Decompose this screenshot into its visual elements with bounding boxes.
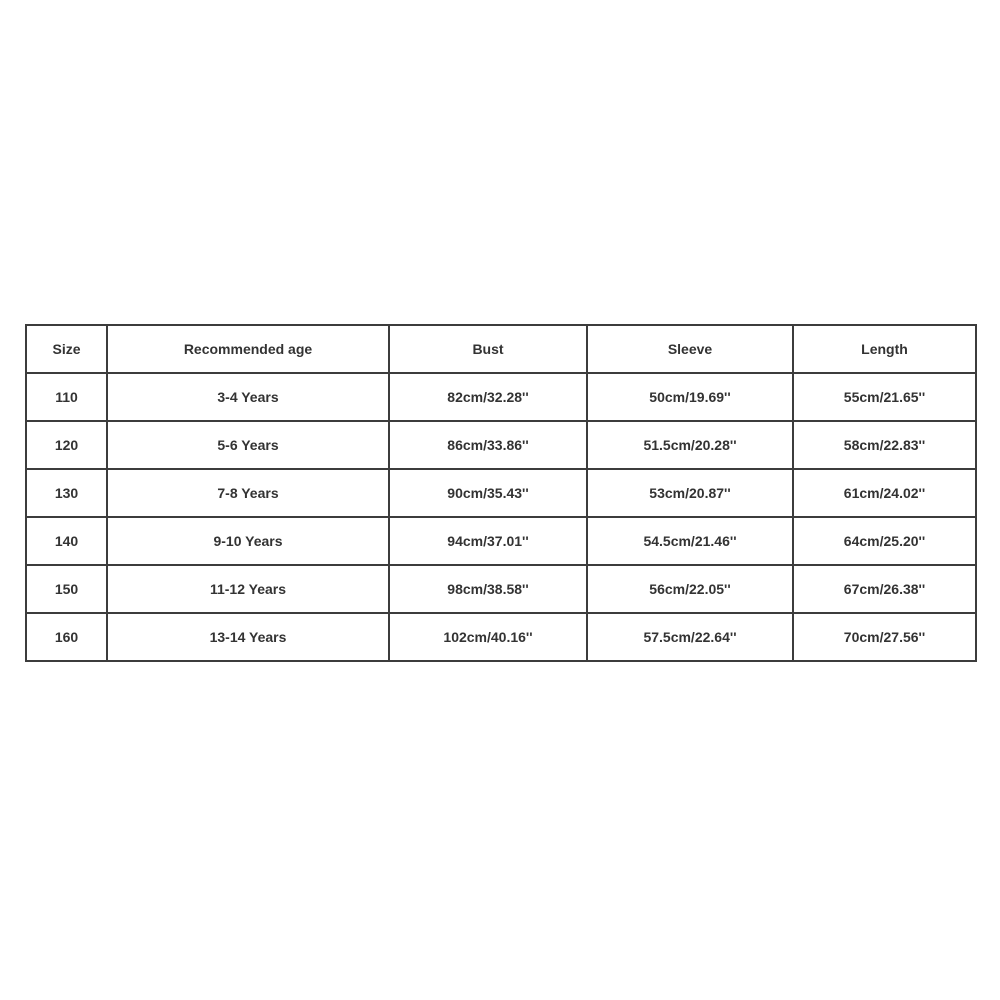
table-row bbox=[26, 517, 976, 565]
table-row bbox=[26, 469, 976, 517]
cell-sleeve: 50cm/19.69'' bbox=[587, 373, 793, 421]
cell-bust: 86cm/33.86'' bbox=[389, 421, 587, 469]
cell-recommended-age: 9-10 Years bbox=[107, 517, 389, 565]
cell-length: 70cm/27.56'' bbox=[793, 613, 976, 661]
cell-bust: 82cm/32.28'' bbox=[389, 373, 587, 421]
header-bust: Bust bbox=[389, 325, 587, 373]
cell-bust: 98cm/38.58'' bbox=[389, 565, 587, 613]
cell-sleeve: 57.5cm/22.64'' bbox=[587, 613, 793, 661]
table-row bbox=[26, 373, 976, 421]
cell-sleeve: 54.5cm/21.46'' bbox=[587, 517, 793, 565]
cell-length: 58cm/22.83'' bbox=[793, 421, 976, 469]
cell-length: 67cm/26.38'' bbox=[793, 565, 976, 613]
cell-size: 110 bbox=[26, 373, 107, 421]
cell-sleeve: 53cm/20.87'' bbox=[587, 469, 793, 517]
table-row bbox=[26, 421, 976, 469]
cell-recommended-age: 5-6 Years bbox=[107, 421, 389, 469]
cell-size: 120 bbox=[26, 421, 107, 469]
table-row bbox=[26, 565, 976, 613]
cell-length: 55cm/21.65'' bbox=[793, 373, 976, 421]
header-sleeve: Sleeve bbox=[587, 325, 793, 373]
cell-size: 160 bbox=[26, 613, 107, 661]
cell-size: 150 bbox=[26, 565, 107, 613]
cell-recommended-age: 13-14 Years bbox=[107, 613, 389, 661]
cell-size: 140 bbox=[26, 517, 107, 565]
cell-bust: 94cm/37.01'' bbox=[389, 517, 587, 565]
header-size: Size bbox=[26, 325, 107, 373]
cell-recommended-age: 11-12 Years bbox=[107, 565, 389, 613]
cell-bust: 102cm/40.16'' bbox=[389, 613, 587, 661]
table-header-row bbox=[26, 325, 976, 373]
header-recommended-age: Recommended age bbox=[107, 325, 389, 373]
size-chart-table bbox=[25, 324, 977, 662]
header-length: Length bbox=[793, 325, 976, 373]
cell-recommended-age: 3-4 Years bbox=[107, 373, 389, 421]
cell-length: 64cm/25.20'' bbox=[793, 517, 976, 565]
cell-sleeve: 56cm/22.05'' bbox=[587, 565, 793, 613]
cell-length: 61cm/24.02'' bbox=[793, 469, 976, 517]
cell-recommended-age: 7-8 Years bbox=[107, 469, 389, 517]
cell-size: 130 bbox=[26, 469, 107, 517]
cell-sleeve: 51.5cm/20.28'' bbox=[587, 421, 793, 469]
cell-bust: 90cm/35.43'' bbox=[389, 469, 587, 517]
table-row bbox=[26, 613, 976, 661]
